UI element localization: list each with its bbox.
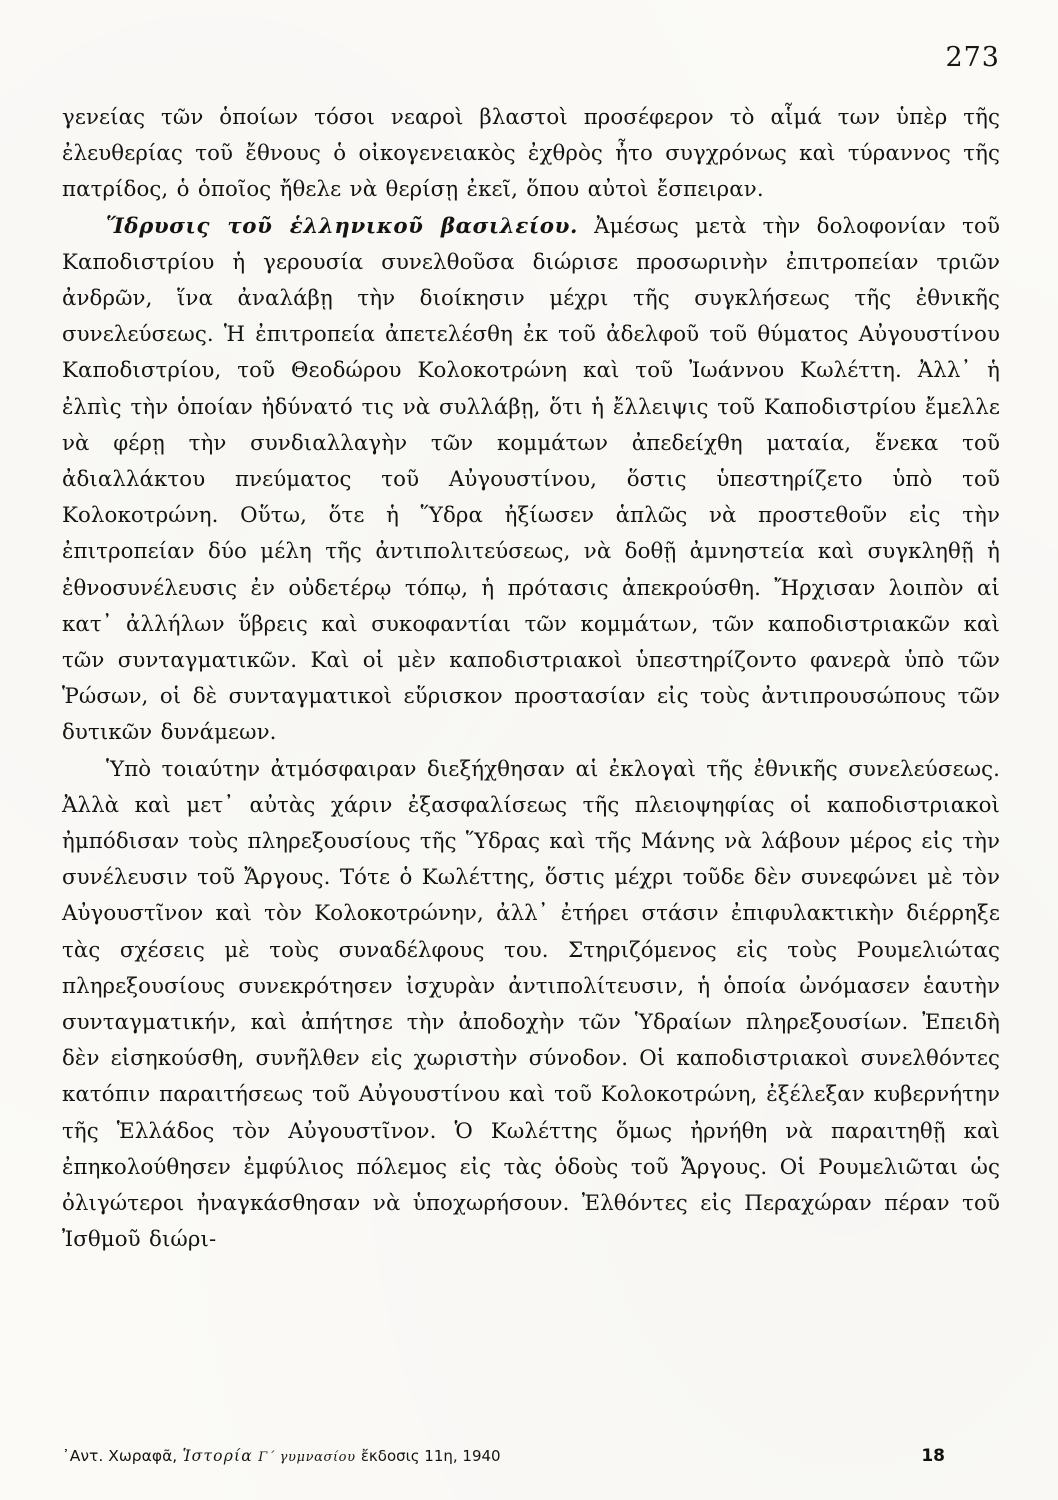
- section-run-in-heading: Ἵδρυσις τοῦ ἑλληνικοῦ βασιλείου.: [106, 213, 578, 239]
- paragraph-2-text: Ἀμέσως μετὰ τὴν δολοφονίαν τοῦ Καποδιστρίου ἡ γερουσία συνελθοῦσα διώρισε προσωρινὴν ἐπιτροπείαν τριῶν ἀνδρῶν, ἵνα ἀναλάβῃ τὴν διοίκησιν μέχρι τῆς συγκλήσεως τῆς ἐθνικῆς συνελεύσεως. Ἡ ἐπιτροπεία ἀπετελέσθη ἐκ τοῦ ἀδελφοῦ τοῦ θύματος Αὐγουστίνου Καποδιστρίου, τοῦ Θεοδώρου Κολοκοτρώνη καὶ τοῦ Ἰωάννου Κωλέττη. Ἀλλ᾽ ἡ ἐλπὶς τὴν ὁποίαν ἠδύνατό τις νὰ συλλάβῃ, ὅτι ἡ ἔλλειψις τοῦ Καποδιστρίου ἔμελλε νὰ φέρῃ τὴν συνδιαλλαγὴν τῶν κομμάτων ἀπεδείχθη ματαία, ἕνεκα τοῦ ἀδιαλλάκτου πνεύματος τοῦ Αὐγουστίνου, ὅστις ὑπεστηρίζετο ὑπὸ τοῦ Κολοκοτρώνη. Οὕτω, ὅτε ἡ Ὕδρα ἠξίωσεν ἁπλῶς νὰ προστεθοῦν εἰς τὴν ἐπιτροπείαν δύο μέλη τῆς ἀντιπολιτεύσεως, νὰ δοθῇ ἀμνηστεία καὶ συγκληθῇ ἡ ἐθνοσυνέλευσις ἐν οὐδετέρῳ τόπῳ, ἡ πρότασις ἀπεκρούσθη. Ἤρχισαν λοιπὸν αἱ κατ᾽ ἀλλήλων ὕβρεις καὶ συκοφαντίαι τῶν κομμάτων, τῶν καποδιστριακῶν καὶ τῶν συνταγματικῶν. Καὶ οἱ μὲν καποδιστριακοὶ ὑπεστηρίζοντο φανερὰ ὑπὸ τῶν Ῥώσων, οἱ δὲ συνταγματικοὶ εὕρισκον προστασίαν εἰς τοὺς ἀντιπρουσώπους τῶν δυτικῶν δυνάμεων.: [62, 213, 1001, 746]
- footer-citation: [62, 1446, 501, 1465]
- footer-signature: 18: [921, 1446, 945, 1466]
- footer-edition: ἔκδοσις 11η, 1940: [360, 1447, 501, 1465]
- footer-title-subtitle: Γ΄ γυμνασίου: [258, 1450, 356, 1465]
- footer-author: ᾽Αντ. Χωραφᾶ,: [62, 1447, 178, 1465]
- paragraph-3-text: Ὑπὸ τοιαύτην ἀτμόσφαιραν διεξήχθησαν αἱ ἐκλογαὶ τῆς ἐθνικῆς συνελεύσεως. Ἀλλὰ καὶ μετ᾽ αὐτὰς χάριν ἐξασφαλίσεως τῆς πλειοψηφίας οἱ καποδιστριακοὶ ἠμπόδισαν τοὺς πληρεξουσίους τῆς Ὕδρας καὶ τῆς Μάνης νὰ λάβουν μέρος εἰς τὴν συνέλευσιν τοῦ Ἄργους. Τότε ὁ Κωλέττης, ὅστις μέχρι τοῦδε δὲν συνεφώνει μὲ τὸν Αὐγουστῖνον καὶ τὸν Κολοκοτρώνην, ἀλλ᾽ ἐτήρει στάσιν ἐπιφυλακτικὴν διέρρηξε τὰς σχέσεις μὲ τοὺς συναδέλφους του. Στηριζόμενος εἰς τοὺς Ρουμελιώτας πληρεξουσίους συνεκρότησεν ἰσχυρὰν ἀντιπολίτευσιν, ἡ ὁποία ὠνόμασεν ἑαυτὴν συνταγματικήν, καὶ ἀπήτησε τὴν ἀποδοχὴν τῶν Ὑδραίων πληρεξουσίων. Ἐπειδὴ δὲν εἰσηκούσθη, συνῆλθεν εἰς χωριστὴν σύνοδον. Οἱ καποδιστριακοὶ συνελθόντες κατόπιν παραιτήσεως τοῦ Αὐγουστίνου καὶ τοῦ Κολοκοτρώνη, ἐξέλεξαν κυβερνήτην τῆς Ἑλλάδος τὸν Αὐγουστῖνον. Ὁ Κωλέττης ὅμως ἠρνήθη νὰ παραιτηθῇ καὶ ἐπηκολούθησεν ἐμφύλιος πόλεμος εἰς τὰς ὁδοὺς τοῦ Ἄργους. Οἱ Ρουμελιῶται ὡς ὀλιγώτεροι ἠναγκάσθησαν νὰ ὑποχωρήσουν. Ἐλθόντες εἰς Περαχώραν πέραν τοῦ Ἰσθμοῦ διώρι-: [62, 756, 1000, 1253]
- page-footer: [62, 1446, 1000, 1466]
- paragraph-3: [62, 752, 1000, 1259]
- paragraph-2: [62, 209, 1000, 752]
- page-body: [62, 100, 1000, 1259]
- paragraph-1: [62, 100, 1000, 209]
- footer-title: Ἱστορία: [182, 1447, 253, 1465]
- page-number: 273: [945, 42, 1000, 73]
- paragraph-1-text: γενείας τῶν ὁποίων τόσοι νεαροὶ βλαστοὶ προσέφερον τὸ αἷμά των ὑπὲρ τῆς ἐλευθερίας τοῦ ἔθνους ὁ οἰκογενειακὸς ἐχθρὸς ἦτο συγχρόνως καὶ τύραννος τῆς πατρίδος, ὁ ὁποῖος ἤθελε νὰ θερίσῃ ἐκεῖ, ὅπου αὐτοὶ ἔσπειραν.: [62, 105, 1000, 203]
